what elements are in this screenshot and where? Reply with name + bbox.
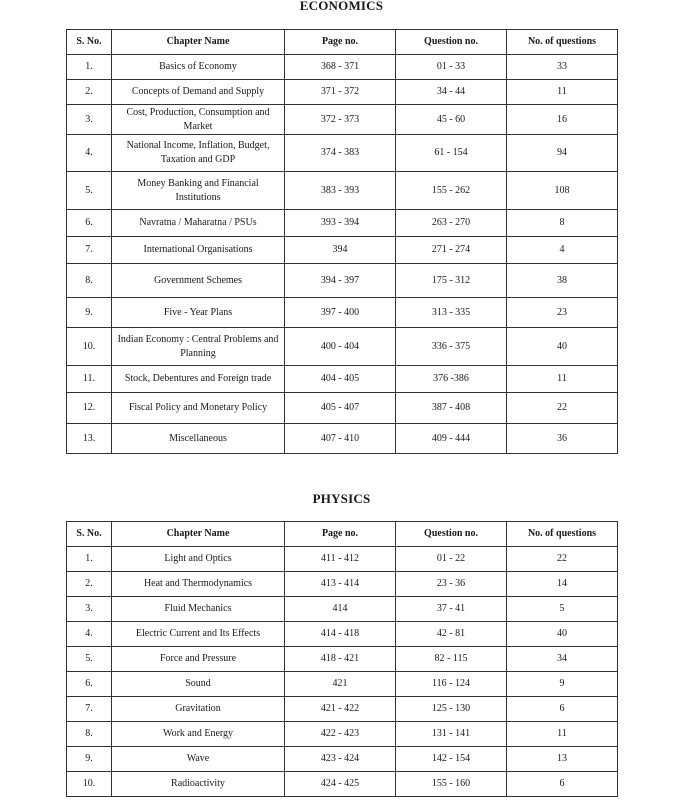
cell-count: 8 bbox=[507, 210, 618, 237]
cell-sno: 3. bbox=[67, 597, 112, 622]
table-row bbox=[67, 622, 618, 647]
cell-questions: 116 - 124 bbox=[396, 672, 507, 697]
cell-page: 421 bbox=[285, 672, 396, 697]
cell-questions: 42 - 81 bbox=[396, 622, 507, 647]
cell-chapter: Concepts of Demand and Supply bbox=[112, 80, 285, 105]
table-row bbox=[67, 722, 618, 747]
cell-sno: 2. bbox=[67, 572, 112, 597]
cell-page: 423 - 424 bbox=[285, 747, 396, 772]
cell-page: 418 - 421 bbox=[285, 647, 396, 672]
economics-table bbox=[66, 29, 618, 454]
cell-chapter: Navratna / Maharatna / PSUs bbox=[112, 210, 285, 237]
economics-title: ECONOMICS bbox=[299, 0, 384, 13]
cell-count: 23 bbox=[507, 298, 618, 328]
cell-page: 394 - 397 bbox=[285, 264, 396, 298]
cell-chapter: National Income, Inflation, Budget, Taxation and GDP bbox=[112, 135, 285, 172]
header-question: Question no. bbox=[396, 30, 507, 55]
header-chapter: Chapter Name bbox=[112, 30, 285, 55]
cell-chapter: Electric Current and Its Effects bbox=[112, 622, 285, 647]
cell-chapter: Fluid Mechanics bbox=[112, 597, 285, 622]
cell-page: 411 - 412 bbox=[285, 547, 396, 572]
header-row bbox=[67, 522, 618, 547]
physics-table bbox=[66, 521, 618, 797]
table-row bbox=[67, 237, 618, 264]
cell-count: 16 bbox=[507, 105, 618, 135]
cell-count: 40 bbox=[507, 622, 618, 647]
cell-questions: 61 - 154 bbox=[396, 135, 507, 172]
cell-page: 374 - 383 bbox=[285, 135, 396, 172]
cell-page: 414 bbox=[285, 597, 396, 622]
cell-count: 34 bbox=[507, 647, 618, 672]
cell-sno: 11. bbox=[67, 366, 112, 393]
cell-sno: 6. bbox=[67, 672, 112, 697]
cell-sno: 12. bbox=[67, 393, 112, 424]
cell-chapter: Government Schemes bbox=[112, 264, 285, 298]
cell-sno: 5. bbox=[67, 172, 112, 210]
cell-sno: 9. bbox=[67, 298, 112, 328]
cell-questions: 155 - 262 bbox=[396, 172, 507, 210]
cell-page: 368 - 371 bbox=[285, 55, 396, 80]
cell-count: 40 bbox=[507, 328, 618, 366]
cell-page: 422 - 423 bbox=[285, 722, 396, 747]
cell-questions: 125 - 130 bbox=[396, 697, 507, 722]
cell-sno: 13. bbox=[67, 424, 112, 454]
cell-count: 108 bbox=[507, 172, 618, 210]
cell-count: 11 bbox=[507, 722, 618, 747]
cell-chapter: Force and Pressure bbox=[112, 647, 285, 672]
table-row bbox=[67, 210, 618, 237]
cell-count: 9 bbox=[507, 672, 618, 697]
header-count: No. of questions bbox=[507, 522, 618, 547]
cell-sno: 8. bbox=[67, 264, 112, 298]
cell-sno: 9. bbox=[67, 747, 112, 772]
cell-count: 5 bbox=[507, 597, 618, 622]
cell-questions: 01 - 33 bbox=[396, 55, 507, 80]
cell-page: 397 - 400 bbox=[285, 298, 396, 328]
cell-page: 405 - 407 bbox=[285, 393, 396, 424]
cell-chapter: Five - Year Plans bbox=[112, 298, 285, 328]
cell-count: 33 bbox=[507, 55, 618, 80]
cell-questions: 409 - 444 bbox=[396, 424, 507, 454]
cell-sno: 7. bbox=[67, 697, 112, 722]
table-row bbox=[67, 424, 618, 454]
cell-count: 6 bbox=[507, 772, 618, 797]
cell-page: 393 - 394 bbox=[285, 210, 396, 237]
cell-page: 413 - 414 bbox=[285, 572, 396, 597]
cell-questions: 45 - 60 bbox=[396, 105, 507, 135]
cell-sno: 3. bbox=[67, 105, 112, 135]
cell-questions: 175 - 312 bbox=[396, 264, 507, 298]
cell-sno: 10. bbox=[67, 772, 112, 797]
cell-chapter: Radioactivity bbox=[112, 772, 285, 797]
table-row bbox=[67, 80, 618, 105]
cell-questions: 387 - 408 bbox=[396, 393, 507, 424]
cell-chapter: Money Banking and Financial Institutions bbox=[112, 172, 285, 210]
table-row bbox=[67, 672, 618, 697]
table-row bbox=[67, 572, 618, 597]
cell-chapter: Basics of Economy bbox=[112, 55, 285, 80]
table-row bbox=[67, 328, 618, 366]
physics-title: PHYSICS bbox=[312, 491, 371, 506]
cell-chapter: Miscellaneous bbox=[112, 424, 285, 454]
cell-page: 383 - 393 bbox=[285, 172, 396, 210]
cell-sno: 2. bbox=[67, 80, 112, 105]
cell-chapter: Heat and Thermodynamics bbox=[112, 572, 285, 597]
table-row bbox=[67, 264, 618, 298]
cell-page: 407 - 410 bbox=[285, 424, 396, 454]
cell-questions: 336 - 375 bbox=[396, 328, 507, 366]
cell-questions: 23 - 36 bbox=[396, 572, 507, 597]
table-row bbox=[67, 393, 618, 424]
cell-questions: 271 - 274 bbox=[396, 237, 507, 264]
cell-chapter: Work and Energy bbox=[112, 722, 285, 747]
cell-count: 14 bbox=[507, 572, 618, 597]
table-row bbox=[67, 547, 618, 572]
cell-count: 22 bbox=[507, 393, 618, 424]
cell-questions: 37 - 41 bbox=[396, 597, 507, 622]
cell-questions: 34 - 44 bbox=[396, 80, 507, 105]
table-row bbox=[67, 772, 618, 797]
cell-page: 371 - 372 bbox=[285, 80, 396, 105]
cell-questions: 155 - 160 bbox=[396, 772, 507, 797]
table-row bbox=[67, 105, 618, 135]
header-page: Page no. bbox=[285, 522, 396, 547]
cell-count: 11 bbox=[507, 366, 618, 393]
cell-page: 404 - 405 bbox=[285, 366, 396, 393]
table-row bbox=[67, 647, 618, 672]
header-chapter: Chapter Name bbox=[112, 522, 285, 547]
cell-chapter: Fiscal Policy and Monetary Policy bbox=[112, 393, 285, 424]
cell-page: 400 - 404 bbox=[285, 328, 396, 366]
cell-page: 421 - 422 bbox=[285, 697, 396, 722]
header-row bbox=[67, 30, 618, 55]
cell-count: 94 bbox=[507, 135, 618, 172]
cell-questions: 82 - 115 bbox=[396, 647, 507, 672]
cell-chapter: Gravitation bbox=[112, 697, 285, 722]
table-row bbox=[67, 135, 618, 172]
cell-sno: 10. bbox=[67, 328, 112, 366]
table-row bbox=[67, 298, 618, 328]
table-row bbox=[67, 747, 618, 772]
cell-count: 13 bbox=[507, 747, 618, 772]
cell-questions: 376 -386 bbox=[396, 366, 507, 393]
header-count: No. of questions bbox=[507, 30, 618, 55]
cell-page: 394 bbox=[285, 237, 396, 264]
cell-chapter: International Organisations bbox=[112, 237, 285, 264]
cell-questions: 263 - 270 bbox=[396, 210, 507, 237]
cell-chapter: Stock, Debentures and Foreign trade bbox=[112, 366, 285, 393]
cell-count: 6 bbox=[507, 697, 618, 722]
cell-sno: 1. bbox=[67, 55, 112, 80]
cell-count: 38 bbox=[507, 264, 618, 298]
cell-sno: 7. bbox=[67, 237, 112, 264]
table-row bbox=[67, 172, 618, 210]
cell-count: 11 bbox=[507, 80, 618, 105]
table-row bbox=[67, 55, 618, 80]
table-row bbox=[67, 366, 618, 393]
cell-chapter: Light and Optics bbox=[112, 547, 285, 572]
cell-chapter: Cost, Production, Consumption and Market bbox=[112, 105, 285, 135]
cell-questions: 01 - 22 bbox=[396, 547, 507, 572]
header-question: Question no. bbox=[396, 522, 507, 547]
cell-sno: 8. bbox=[67, 722, 112, 747]
cell-sno: 1. bbox=[67, 547, 112, 572]
cell-questions: 131 - 141 bbox=[396, 722, 507, 747]
header-sno: S. No. bbox=[67, 30, 112, 55]
cell-chapter: Sound bbox=[112, 672, 285, 697]
cell-sno: 4. bbox=[67, 135, 112, 172]
table-row bbox=[67, 697, 618, 722]
cell-sno: 4. bbox=[67, 622, 112, 647]
cell-count: 36 bbox=[507, 424, 618, 454]
header-sno: S. No. bbox=[67, 522, 112, 547]
cell-sno: 5. bbox=[67, 647, 112, 672]
cell-count: 22 bbox=[507, 547, 618, 572]
cell-chapter: Wave bbox=[112, 747, 285, 772]
cell-questions: 313 - 335 bbox=[396, 298, 507, 328]
cell-count: 4 bbox=[507, 237, 618, 264]
cell-page: 414 - 418 bbox=[285, 622, 396, 647]
cell-page: 424 - 425 bbox=[285, 772, 396, 797]
table-row bbox=[67, 597, 618, 622]
cell-questions: 142 - 154 bbox=[396, 747, 507, 772]
cell-page: 372 - 373 bbox=[285, 105, 396, 135]
cell-chapter: Indian Economy : Central Problems and Planning bbox=[112, 328, 285, 366]
cell-sno: 6. bbox=[67, 210, 112, 237]
header-page: Page no. bbox=[285, 30, 396, 55]
